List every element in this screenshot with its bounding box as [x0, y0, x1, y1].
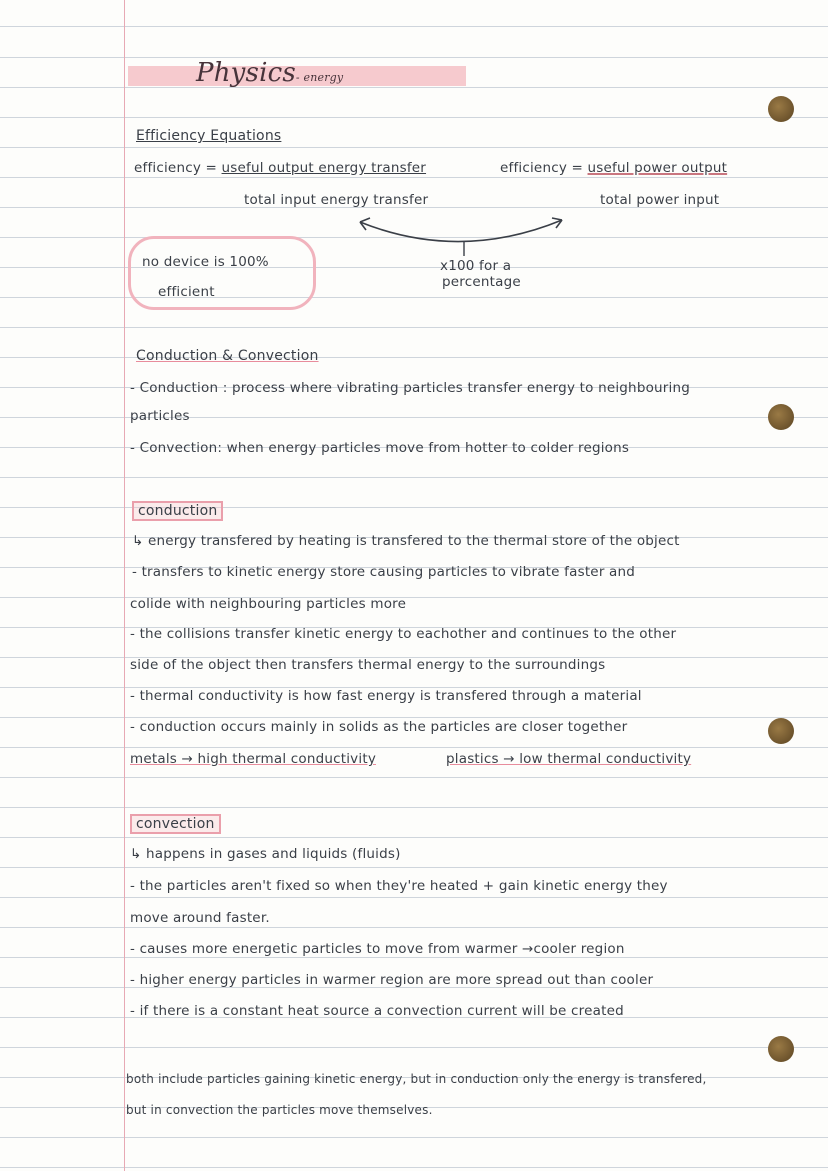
conduction-heading: conduction	[132, 501, 223, 521]
convection-line: move around faster.	[130, 910, 270, 926]
summary-line: but in convection the particles move themselves.	[126, 1103, 433, 1117]
conduction-line: - the collisions transfer kinetic energy to eachother and continues to the other	[130, 626, 677, 642]
page-title: Physics- energy	[196, 58, 344, 88]
convection-line: - if there is a constant heat source a convection current will be created	[130, 1003, 624, 1019]
cc-line: - Convection: when energy particles move from hotter to colder regions	[130, 440, 630, 456]
punch-hole	[768, 404, 794, 430]
summary-line: both include particles gaining kinetic energy, but in conduction only the energy is transfered,	[126, 1072, 707, 1086]
punch-hole	[768, 718, 794, 744]
convection-line: - higher energy particles in warmer region are more spread out than cooler	[130, 972, 654, 988]
note-line-2: efficient	[158, 284, 215, 300]
efficiency-equation-1: efficiency = useful output energy transfer	[134, 160, 427, 176]
margin-line	[124, 0, 125, 1171]
eq2-denominator: total power input	[600, 192, 720, 208]
conduction-line: side of the object then transfers thermal energy to the surroundings	[130, 657, 606, 673]
efficiency-equation-2: efficiency = useful power output	[500, 160, 728, 176]
note-line-1: no device is 100%	[142, 254, 269, 270]
convection-line: - the particles aren't fixed so when they're heated + gain kinetic energy they	[130, 878, 668, 894]
convection-line: - causes more energetic particles to move from warmer →cooler region	[130, 941, 625, 957]
cc-line: - Conduction : process where vibrating particles transfer energy to neighbouring	[130, 380, 691, 396]
convection-line: ↳ happens in gases and liquids (fluids)	[130, 846, 401, 862]
conduction-line: ↳ energy transfered by heating is transfered to the thermal store of the object	[132, 533, 680, 549]
punch-hole	[768, 96, 794, 122]
plastics-note: plastics → low thermal conductivity	[446, 751, 692, 767]
curved-arrow	[350, 210, 570, 260]
convection-heading: convection	[130, 814, 221, 834]
conduction-line: - transfers to kinetic energy store causing particles to vibrate faster and	[132, 564, 636, 580]
percentage-multiplier: x100 for a	[440, 258, 512, 274]
note-cloud	[128, 236, 316, 310]
conduction-line: colide with neighbouring particles more	[130, 596, 407, 612]
eq1-denominator: total input energy transfer	[244, 192, 429, 208]
cc-heading: Conduction & Convection	[136, 348, 319, 364]
metals-note: metals → high thermal conductivity	[130, 751, 377, 767]
cc-line: particles	[130, 408, 190, 424]
percentage-note: percentage	[442, 274, 521, 290]
efficiency-heading: Efficiency Equations	[136, 128, 282, 144]
conduction-line: - conduction occurs mainly in solids as the particles are closer together	[130, 719, 628, 735]
punch-hole	[768, 1036, 794, 1062]
conduction-line: - thermal conductivity is how fast energy is transfered through a material	[130, 688, 642, 704]
